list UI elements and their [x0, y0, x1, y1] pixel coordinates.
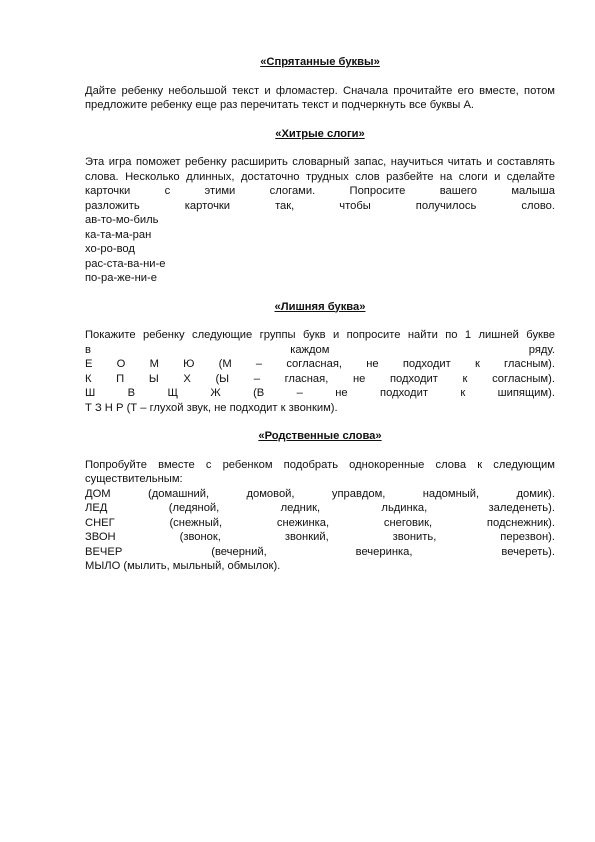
word: разложить [85, 199, 140, 212]
word-family-row [85, 501, 555, 516]
word: П [116, 372, 125, 385]
list-item: ав-то-мо-биль [85, 214, 159, 226]
word-family-row [85, 530, 555, 545]
word: (ледяной, [168, 502, 220, 514]
section-hidden-letters [85, 55, 555, 113]
section-tricky-syllables [85, 127, 555, 286]
section-paragraph: Дайте ребенку небольшой текст и фломастер. Сначала прочитайте его вместе, потом предложите ребенку еще раз перечитать текст и подчеркнуть все буквы А. [85, 84, 555, 111]
word: (снежный, [169, 516, 223, 529]
word: ЛЕД [85, 502, 108, 514]
word: подходит [389, 372, 438, 385]
word: не [335, 387, 348, 399]
paragraph-last-line [85, 199, 555, 214]
word: Ю [183, 358, 195, 370]
word: М [149, 358, 159, 370]
section-extra-letter [85, 300, 555, 416]
word: домовой, [246, 487, 295, 500]
letter-group-row [85, 386, 555, 401]
word-family-row [85, 545, 555, 560]
word: вечеринка, [355, 545, 413, 558]
word: подходит [380, 387, 428, 399]
letter-group-row [85, 357, 555, 372]
list-item: рас-ста-ва-ни-е [85, 257, 166, 270]
section-paragraph: Попробуйте вместе с ребенком подобрать однокоренные слова к следующим существительным: [85, 458, 555, 485]
word-family-row [85, 487, 555, 502]
word: (звонок, [179, 531, 221, 543]
document-page [85, 55, 555, 574]
word: Ы [148, 372, 159, 385]
syllable-word-list [85, 213, 555, 286]
word: вечереть). [501, 545, 555, 558]
word: перезвон). [500, 531, 555, 543]
word: к [460, 387, 466, 399]
section-paragraph: Покажите ребенку следующие группы букв и попросите найти по 1 лишней букве [85, 329, 555, 341]
word: согласным). [492, 372, 555, 385]
section-heading: «Лишняя буква» [274, 300, 366, 313]
list-item: ка-та-ма-ран [85, 228, 152, 241]
word-family-row [85, 516, 555, 531]
word: не [366, 358, 379, 370]
list-item: хо-ро-вод [85, 243, 135, 255]
word: звонкий, [284, 531, 329, 543]
word: ДОМ [85, 487, 111, 500]
word: – [253, 372, 260, 385]
word: ВЕЧЕР [85, 545, 123, 558]
word: (вечерний, [211, 545, 267, 558]
section-paragraph: Эта игра поможет ребенку расширить словарный запас, научиться читать и составлять слова. Несколько длинных, достаточно трудных слов разбейте на слоги и сделайте карточки с этими слогами. Попросите вашего малыша [85, 156, 555, 197]
letter-group-row: Т З Н Р (Т – глухой звук, не подходит к звонким). [85, 401, 338, 414]
word: согласная, [286, 358, 342, 370]
word: снеговик, [383, 516, 433, 529]
word: К [85, 372, 92, 385]
word: гласным). [504, 358, 555, 370]
word: слово. [521, 199, 555, 212]
word: О [116, 358, 126, 370]
word: получилось [415, 199, 477, 212]
word: звонить, [392, 531, 437, 543]
word: ЗВОН [85, 531, 116, 543]
word-family-row: МЫЛО (мылить, мыльный, обмылок). [85, 560, 281, 572]
word: домик). [516, 487, 555, 500]
word: (домашний, [147, 487, 210, 500]
word: управдом, [331, 487, 386, 500]
word: В [127, 387, 136, 399]
letter-group-row [85, 372, 555, 387]
word: льдинка, [381, 502, 428, 514]
word: не [352, 372, 366, 385]
word: Щ [167, 387, 178, 399]
word: – [255, 358, 263, 370]
section-related-words [85, 429, 555, 574]
section-heading: «Родственные слова» [258, 430, 382, 442]
word: ледник, [280, 502, 321, 514]
word: СНЕГ [85, 516, 115, 529]
word: к [462, 372, 468, 385]
section-heading: «Хитрые слоги» [275, 127, 365, 140]
word: Ш [85, 387, 96, 399]
word: в [85, 343, 91, 356]
word: подходит [402, 358, 451, 370]
word: карточки [184, 199, 231, 212]
word: чтобы [339, 199, 371, 212]
word: так, [275, 199, 295, 212]
section-heading: «Спрятанные буквы» [260, 56, 380, 68]
word: (Ы [215, 372, 230, 385]
word: Х [183, 372, 191, 385]
word: Е [85, 358, 93, 370]
word: Ж [210, 387, 221, 399]
word: снежинка, [276, 516, 330, 529]
word: (М [218, 358, 232, 370]
word: каждом [290, 343, 330, 356]
word: ряду. [528, 343, 555, 356]
word: к [474, 358, 480, 370]
word: шипящим). [497, 387, 555, 399]
word: заледенеть). [488, 502, 555, 514]
word: (В [253, 387, 265, 399]
paragraph-last-line [85, 343, 555, 358]
word: – [296, 387, 303, 399]
word: надомный, [422, 487, 480, 500]
word: подснежник). [486, 516, 555, 529]
list-item: по-ра-же-ни-е [85, 272, 157, 284]
word: гласная, [284, 372, 329, 385]
